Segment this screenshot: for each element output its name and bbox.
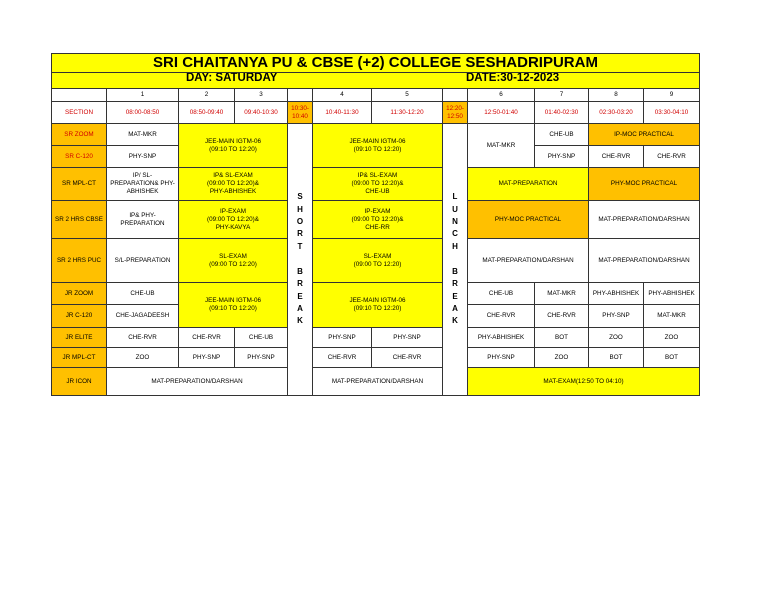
period-number: 3 <box>235 89 288 102</box>
class-cell: MAT-MKR <box>644 305 700 328</box>
lunch-break-label: L U N C H B R E A K <box>452 192 458 326</box>
practical-block: PHY-MOC PRACTICAL <box>589 168 700 201</box>
timetable <box>51 53 700 396</box>
class-cell: PHY-ABHISHEK <box>589 283 644 305</box>
corner-cell <box>52 89 107 102</box>
timetable-sheet <box>51 53 700 396</box>
class-cell: PHY-SNP <box>179 348 235 368</box>
class-cell: ZOO <box>644 328 700 348</box>
class-cell: PHY-SNP <box>313 328 372 348</box>
exam-block: JEE-MAIN IGTM-06 (09:10 TO 12:20) <box>179 283 288 328</box>
time-slot: 08:00-08:50 <box>107 102 179 124</box>
class-cell: CHE-JAGADEESH <box>107 305 179 328</box>
class-cell: CHE-UB <box>468 283 535 305</box>
period-number: 6 <box>468 89 535 102</box>
class-cell: PHY-ABHISHEK <box>644 283 700 305</box>
time-slot: 09:40-10:30 <box>235 102 288 124</box>
class-cell: CHE-RVR <box>313 348 372 368</box>
class-cell: CHE-RVR <box>535 305 589 328</box>
day-date-row <box>52 73 700 89</box>
prep-block: MAT-PREPARATION/DARSHAN <box>313 368 443 396</box>
class-cell: CHE-RVR <box>468 305 535 328</box>
class-cell: IP/ SL- PREPARATION& PHY- ABHISHEK <box>107 168 179 201</box>
class-cell: PHY-SNP <box>107 146 179 168</box>
section-label: JR C-120 <box>52 305 107 328</box>
practical-block: IP-MOC PRACTICAL <box>589 124 700 146</box>
period-number-blank <box>443 89 468 102</box>
exam-block: JEE-MAIN IGTM-06 (09:10 TO 12:20) <box>313 124 443 168</box>
class-cell: BOT <box>589 348 644 368</box>
class-cell: CHE-RVR <box>372 348 443 368</box>
section-label: SR C-120 <box>52 146 107 168</box>
class-cell: ZOO <box>535 348 589 368</box>
exam-block: SL-EXAM (09:00 TO 12:20) <box>313 239 443 283</box>
exam-block: IP-EXAM (09:00 TO 12:20)& PHY-KAVYA <box>179 201 288 239</box>
class-cell: MAT-MKR <box>468 124 535 168</box>
time-slot: 03:30-04:10 <box>644 102 700 124</box>
day-label: DAY: SATURDAY <box>186 72 278 84</box>
class-cell: BOT <box>535 328 589 348</box>
class-cell: PHY-SNP <box>589 305 644 328</box>
class-cell: CHE-RVR <box>107 328 179 348</box>
period-number: 4 <box>313 89 372 102</box>
section-label: SR 2 HRS CBSE <box>52 201 107 239</box>
section-label: SR MPL-CT <box>52 168 107 201</box>
class-cell: S/L-PREPARATION <box>107 239 179 283</box>
date-label: DATE:30-12-2023 <box>466 72 560 84</box>
period-number-blank <box>288 89 313 102</box>
class-cell: IP& PHY- PREPARATION <box>107 201 179 239</box>
prep-block: MAT-PREPARATION/DARSHAN <box>589 239 700 283</box>
exam-block: SL-EXAM (09:00 TO 12:20) <box>179 239 288 283</box>
time-slot: 12:50-01:40 <box>468 102 535 124</box>
class-cell: CHE-RVR <box>589 146 644 168</box>
prep-block: MAT-PREPARATION/DARSHAN <box>468 239 589 283</box>
section-label: JR ZOOM <box>52 283 107 305</box>
time-slot: 01:40-02:30 <box>535 102 589 124</box>
page-title: SRI CHAITANYA PU & CBSE (+2) COLLEGE SESHADRIPURAM <box>52 54 700 73</box>
class-cell: CHE-UB <box>535 124 589 146</box>
time-slot: 10:40-11:30 <box>313 102 372 124</box>
class-cell: PHY-ABHISHEK <box>468 328 535 348</box>
class-cell: CHE-RVR <box>644 146 700 168</box>
section-label: SR ZOOM <box>52 124 107 146</box>
practical-block: PHY-MOC PRACTICAL <box>468 201 589 239</box>
short-break-column <box>288 124 313 396</box>
exam-block: MAT-EXAM(12:50 TO 04:10) <box>468 368 700 396</box>
class-cell: ZOO <box>589 328 644 348</box>
section-label: JR ELITE <box>52 328 107 348</box>
short-break-label: S H O R T B R E A K <box>296 192 304 326</box>
class-cell: CHE-UB <box>107 283 179 305</box>
period-number: 7 <box>535 89 589 102</box>
class-cell: CHE-UB <box>235 328 288 348</box>
time-slot: 02:30-03:20 <box>589 102 644 124</box>
class-cell: PHY-SNP <box>372 328 443 348</box>
class-cell: PHY-SNP <box>535 146 589 168</box>
prep-block: MAT-PREPARATION/DARSHAN <box>589 201 700 239</box>
time-slot-short-break: 10:30- 10:40 <box>288 102 313 124</box>
section-label: JR MPL-CT <box>52 348 107 368</box>
prep-block: MAT-PREPARATION <box>468 168 589 201</box>
class-cell: BOT <box>644 348 700 368</box>
period-number: 8 <box>589 89 644 102</box>
period-number: 5 <box>372 89 443 102</box>
exam-block: IP& SL-EXAM (09:00 TO 12:20)& CHE-UB <box>313 168 443 201</box>
class-cell: MAT-MKR <box>535 283 589 305</box>
section-header: SECTION <box>52 102 107 124</box>
class-cell: PHY-SNP <box>468 348 535 368</box>
lunch-break-column <box>443 124 468 396</box>
class-cell: PHY-SNP <box>235 348 288 368</box>
class-cell: MAT-MKR <box>107 124 179 146</box>
period-number: 9 <box>644 89 700 102</box>
section-label: SR 2 HRS PUC <box>52 239 107 283</box>
prep-block: MAT-PREPARATION/DARSHAN <box>107 368 288 396</box>
exam-block: IP& SL-EXAM (09:00 TO 12:20)& PHY-ABHISHEK <box>179 168 288 201</box>
exam-block: JEE-MAIN IGTM-06 (09:10 TO 12:20) <box>313 283 443 328</box>
time-slot: 08:50-09:40 <box>179 102 235 124</box>
class-cell: CHE-RVR <box>179 328 235 348</box>
section-label: JR ICON <box>52 368 107 396</box>
time-slot-lunch-break: 12:20- 12:50 <box>443 102 468 124</box>
class-cell: ZOO <box>107 348 179 368</box>
time-slot: 11:30-12:20 <box>372 102 443 124</box>
exam-block: IP-EXAM (09:00 TO 12:20)& CHE-RR <box>313 201 443 239</box>
period-number: 2 <box>179 89 235 102</box>
exam-block: JEE-MAIN IGTM-06 (09:10 TO 12:20) <box>179 124 288 168</box>
period-number: 1 <box>107 89 179 102</box>
